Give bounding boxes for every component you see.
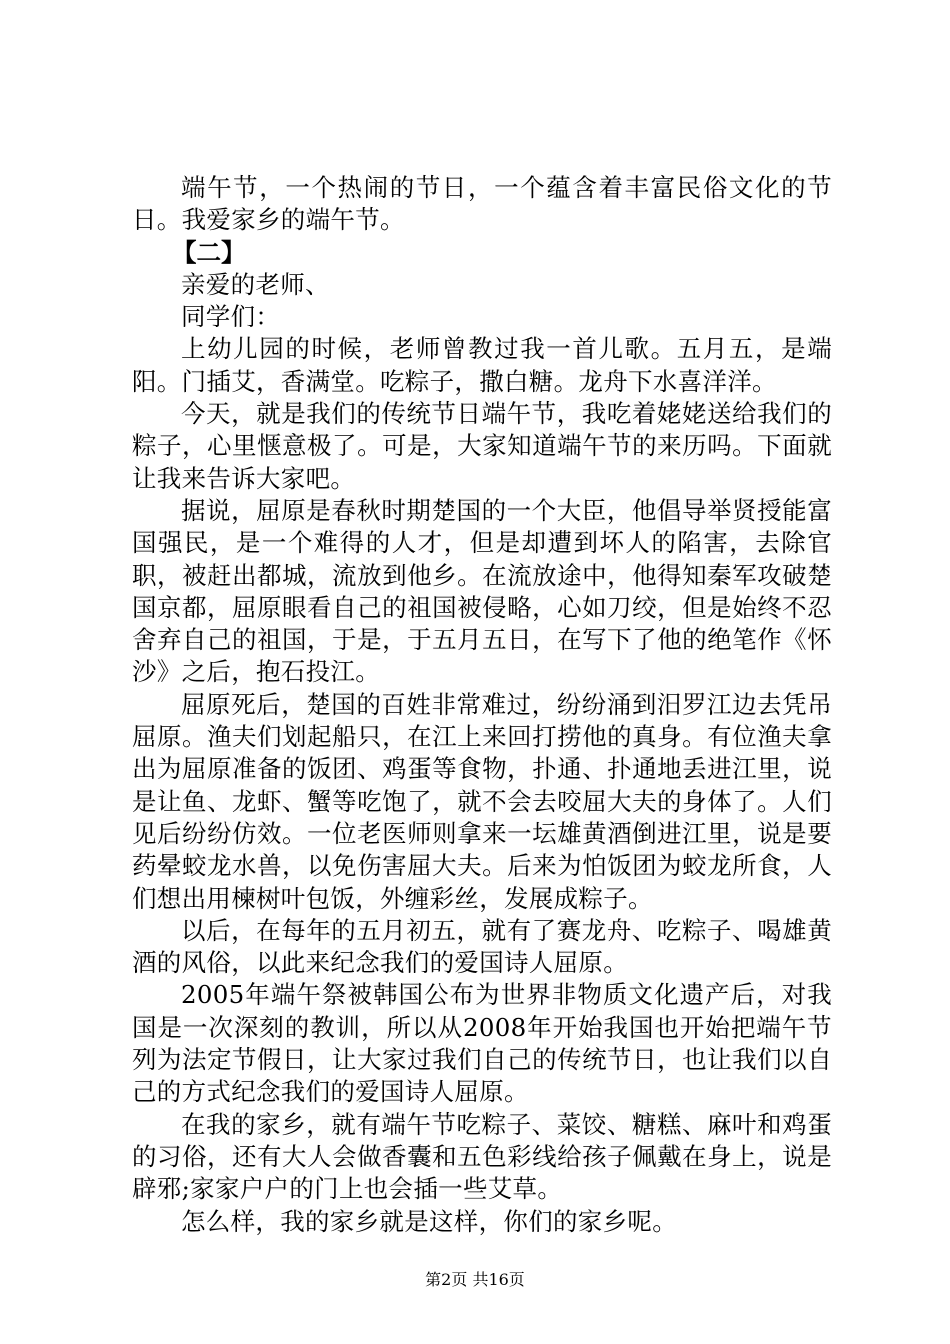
section-heading: 【二】 <box>172 237 246 267</box>
salutation-classmates: 同学们： <box>181 302 281 332</box>
page-footer: 第2页 共16页 <box>425 1270 525 1289</box>
paragraph-closing: 怎么样，我的家乡就是这样，你们的家乡呢。 <box>181 1206 677 1236</box>
paragraph-nursery-rhyme: 上幼儿园的时候，老师曾教过我一首儿歌。五月五，是端阳。门插艾，香满堂。吃粽子，撒白糖。龙舟下水喜洋洋。 <box>132 334 832 396</box>
paragraph-qu-yuan-story: 据说，屈原是春秋时期楚国的一个大臣，他倡导举贤授能富国强民，是一个难得的人才，但是却遭到坏人的陷害，去除官职，被赶出都城，流放到他乡。在流放途中，他得知秦军攻破楚国京都，屈原眼看自己的祖国被侵略，心如刀绞，但是始终不忍舍弃自己的祖国，于是，于五月五日，在写下了他的绝笔作《怀沙》之后，抱石投江。 <box>132 495 832 687</box>
salutation-teachers: 亲爱的老师、 <box>181 269 330 299</box>
document-body <box>132 172 832 1238</box>
paragraph-today: 今天，就是我们的传统节日端午节，我吃着姥姥送给我们的粽子，心里惬意极了。可是，大家知道端午节的来历吗。下面就让我来告诉大家吧。 <box>132 399 832 493</box>
paragraph-intro-end: 端午节，一个热闹的节日，一个蕴含着丰富民俗文化的节日。我爱家乡的端午节。 <box>132 173 832 235</box>
paragraph-hometown-customs: 在我的家乡，就有端午节吃粽子、菜饺、糖糕、麻叶和鸡蛋的习俗，还有大人会做香囊和五色彩线给孩子佩戴在身上，说是辟邪;家家户户的门上也会插一些艾草。 <box>132 1109 832 1204</box>
paragraph-after-death: 屈原死后，楚国的百姓非常难过，纷纷涌到汨罗江边去凭吊屈原。渔夫们划起船只，在江上来回打捞他的真身。有位渔夫拿出为屈原准备的饭团、鸡蛋等食物，扑通、扑通地丢进江里，说是让鱼、龙虾、蟹等吃饱了，就不会去咬屈大夫的身体了。人们见后纷纷仿效。一位老医师则拿来一坛雄黄酒倒进江里，说是要药晕蛟龙水兽，以免伤害屈大夫。后来为怕饭团为蛟龙所食，人们想出用楝树叶包饭，外缠彩丝，发展成粽子。 <box>132 689 832 913</box>
paragraph-heritage: 2005年端午祭被韩国公布为世界非物质文化遗产后，对我国是一次深刻的教训，所以从2008年开始我国也开始把端午节列为法定节假日，让大家过我们自己的传统节日，也让我们以自己的方式纪念我们的爱国诗人屈原。 <box>132 980 832 1107</box>
paragraph-customs-origin: 以后，在每年的五月初五，就有了赛龙舟、吃粽子、喝雄黄酒的风俗，以此来纪念我们的爱国诗人屈原。 <box>132 915 832 978</box>
